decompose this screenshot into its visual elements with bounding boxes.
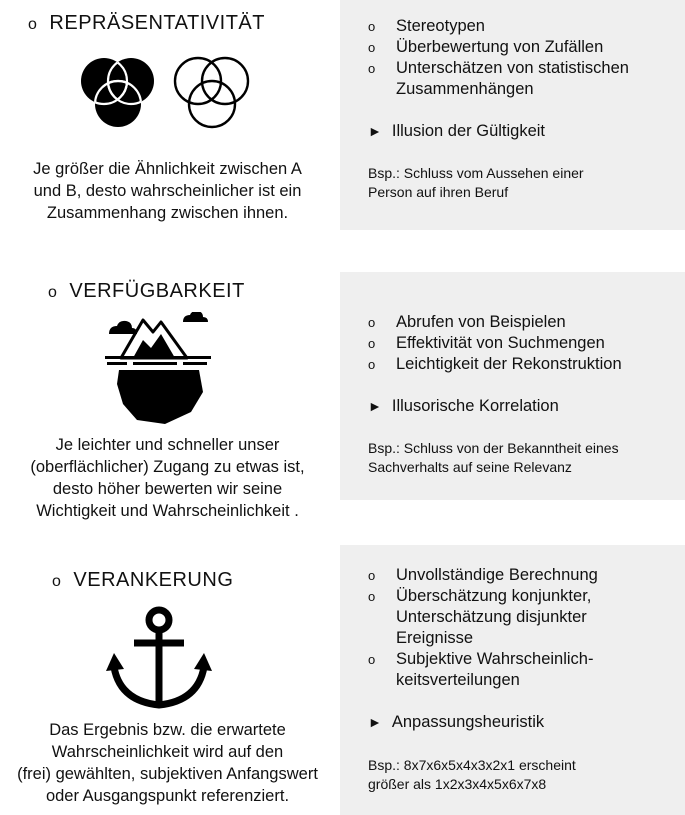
list-item bbox=[368, 312, 677, 333]
conclusion-text: Illusion der Gültigkeit bbox=[391, 122, 546, 140]
section-heading bbox=[52, 569, 233, 592]
list-item-text: Subjektive Wahrscheinlich- bbox=[396, 650, 594, 668]
list-bullet: o bbox=[368, 357, 376, 372]
section-description bbox=[0, 158, 335, 224]
list-item-text: Ereignisse bbox=[396, 629, 474, 647]
section-heading bbox=[28, 12, 265, 35]
list-item-text: Überbewertung von Zufällen bbox=[396, 38, 604, 56]
arrow-marker-icon: ► bbox=[368, 123, 382, 139]
description-line: (frei) gewählten, subjektiven Anfangswert bbox=[17, 765, 318, 783]
section-title: REPRÄSENTATIVITÄT bbox=[49, 12, 265, 34]
arrow-conclusion bbox=[368, 397, 559, 416]
heading-bullet: o bbox=[48, 284, 58, 301]
list-item-text: Zusammenhängen bbox=[396, 80, 534, 98]
list-bullet: o bbox=[368, 19, 376, 34]
description-line: oder Ausgangspunkt referenziert. bbox=[45, 787, 290, 805]
bullet-list bbox=[368, 16, 677, 100]
list-item bbox=[368, 333, 677, 354]
list-bullet: o bbox=[368, 568, 376, 583]
list-item-text: Überschätzung konjunkter, bbox=[396, 587, 592, 605]
arrow-conclusion bbox=[368, 713, 544, 732]
list-bullet: o bbox=[368, 315, 376, 330]
list-bullet: o bbox=[368, 652, 376, 667]
list-bullet: o bbox=[368, 40, 376, 55]
description-line: Je größer die Ähnlichkeit zwischen A bbox=[33, 160, 302, 178]
bullet-list bbox=[368, 312, 677, 375]
description-line: und B, desto wahrscheinlicher ist ein bbox=[33, 182, 302, 200]
description-line: Wahrscheinlichkeit wird auf den bbox=[51, 743, 284, 761]
example-line: Person auf ihren Beruf bbox=[368, 184, 509, 200]
description-line: (oberflächlicher) Zugang zu etwas ist, bbox=[30, 458, 305, 476]
arrow-conclusion bbox=[368, 122, 545, 141]
list-item-text: Unterschätzung disjunkter bbox=[396, 608, 587, 626]
example-line: Bsp.: Schluss von der Bekanntheit eines bbox=[368, 440, 619, 456]
description-line: Wichtigkeit und Wahrscheinlichkeit . bbox=[36, 502, 299, 520]
section-heading bbox=[48, 280, 245, 303]
example-line: Sachverhalts auf seine Relevanz bbox=[368, 459, 572, 475]
list-item bbox=[368, 565, 677, 586]
heading-bullet: o bbox=[52, 573, 62, 590]
section-description bbox=[0, 434, 335, 522]
list-item-text: Unvollständige Berechnung bbox=[396, 566, 598, 584]
list-item bbox=[368, 586, 677, 649]
list-item bbox=[368, 58, 677, 100]
example-text bbox=[368, 164, 677, 202]
section-anchoring bbox=[0, 545, 685, 815]
section-description bbox=[0, 719, 335, 807]
description-line: Zusammenhang zwischen ihnen. bbox=[46, 204, 289, 222]
section-title: VERFÜGBARKEIT bbox=[69, 280, 245, 302]
description-line: Das Ergebnis bzw. die erwartete bbox=[49, 721, 286, 739]
list-item bbox=[368, 354, 677, 375]
list-item-text: Stereotypen bbox=[396, 17, 485, 35]
section-representativeness bbox=[0, 0, 685, 240]
info-panel bbox=[340, 0, 685, 230]
list-item bbox=[368, 649, 677, 691]
example-text bbox=[368, 439, 677, 477]
info-panel bbox=[340, 545, 685, 815]
section-availability bbox=[0, 272, 685, 522]
anchor-icon bbox=[104, 605, 214, 720]
arrow-marker-icon: ► bbox=[368, 714, 382, 730]
list-item bbox=[368, 37, 677, 58]
conclusion-text: Anpassungsheuristik bbox=[391, 713, 545, 731]
section-title: VERANKERUNG bbox=[73, 569, 234, 591]
venn-diagrams-icon bbox=[72, 48, 272, 149]
bullet-list bbox=[368, 565, 677, 691]
description-line: Je leichter und schneller unser bbox=[55, 436, 280, 454]
iceberg-icon bbox=[103, 312, 213, 435]
example-line: größer als 1x2x3x4x5x6x7x8 bbox=[368, 776, 547, 792]
list-item-text: Abrufen von Beispielen bbox=[396, 313, 566, 331]
example-text bbox=[368, 756, 677, 794]
list-item bbox=[368, 16, 677, 37]
conclusion-text: Illusorische Korrelation bbox=[391, 397, 559, 415]
list-item-text: Leichtigkeit der Rekonstruktion bbox=[396, 355, 622, 373]
heading-bullet: o bbox=[28, 16, 38, 33]
example-line: Bsp.: Schluss vom Aussehen einer bbox=[368, 165, 584, 181]
list-item-text: keitsverteilungen bbox=[396, 671, 520, 689]
description-line: desto höher bewerten wir seine bbox=[52, 480, 283, 498]
arrow-marker-icon: ► bbox=[368, 398, 382, 414]
list-item-text: Effektivität von Suchmengen bbox=[396, 334, 605, 352]
list-bullet: o bbox=[368, 589, 376, 604]
list-item-text: Unterschätzen von statistischen bbox=[396, 59, 629, 77]
list-bullet: o bbox=[368, 61, 376, 76]
example-line: Bsp.: 8x7x6x5x4x3x2x1 erscheint bbox=[368, 757, 576, 773]
list-bullet: o bbox=[368, 336, 376, 351]
info-panel bbox=[340, 272, 685, 500]
